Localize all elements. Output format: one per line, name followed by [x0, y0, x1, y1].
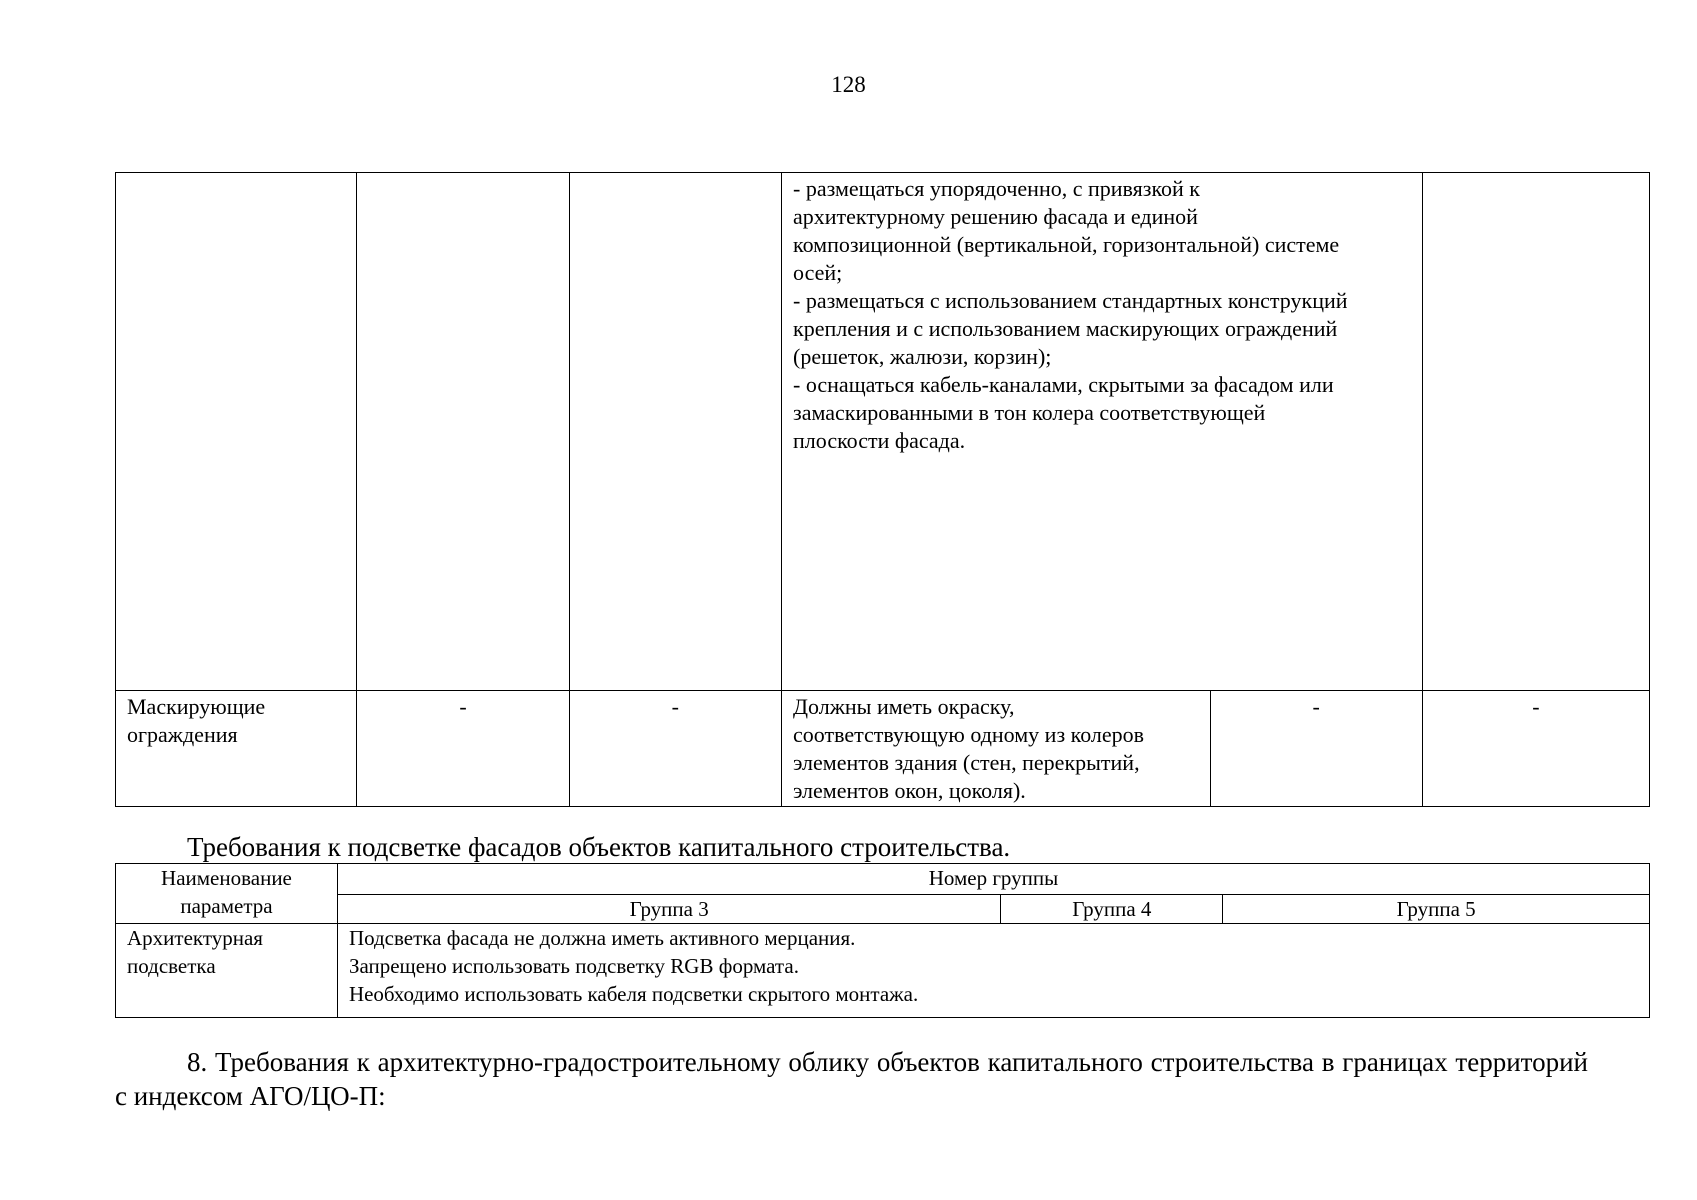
table-cell: -	[1210, 691, 1422, 807]
table-caption: Требования к подсветке фасадов объектов капитального строительства.	[187, 832, 1011, 862]
text-line: замаскированными в тон колера соответствующей	[793, 400, 1266, 425]
text-line: крепления и с использованием маскирующих ограждений	[793, 316, 1338, 341]
header-group-3: Группа 3	[337, 895, 1000, 924]
table-cell: -	[1422, 691, 1649, 807]
text-line: соответствующую одному из колеров	[793, 722, 1145, 747]
table-cell	[357, 173, 569, 691]
header-group-4: Группа 4	[1001, 895, 1223, 924]
table-row	[116, 924, 1650, 1018]
text-line: Наименование	[161, 866, 292, 890]
table-cell: -	[569, 691, 781, 807]
text-line: ограждения	[127, 722, 238, 747]
text-line: Подсветка фасада не должна иметь активного мерцания.	[348, 926, 856, 950]
text-line: подсветка	[127, 954, 216, 978]
table-cell	[569, 173, 781, 691]
page-number: 128	[831, 72, 866, 97]
table-header-row	[116, 864, 1650, 895]
text-line: композиционной (вертикальной, горизонтальной) системе	[793, 232, 1340, 257]
table-row	[116, 691, 1650, 807]
header-group-5: Группа 5	[1223, 895, 1650, 924]
text-line: элементов окон, цоколя).	[793, 778, 1026, 803]
text-line: Запрещено использовать подсветку RGB формата.	[348, 954, 799, 978]
text-line: элементов здания (стен, перекрытий,	[793, 750, 1140, 775]
lighting-requirements-table	[115, 863, 1650, 1018]
requirements-table-continued	[115, 172, 1650, 807]
text-line: Маскирующие	[127, 694, 266, 719]
text-line: параметра	[180, 894, 273, 918]
header-parameter	[116, 864, 338, 924]
table-row	[116, 173, 1650, 691]
table-cell-requirements	[782, 173, 1423, 691]
text-line: осей;	[793, 260, 843, 285]
text-line: - размещаться с использованием стандартных конструкций	[793, 288, 1348, 313]
table-cell	[116, 173, 357, 691]
table-header-row	[116, 895, 1650, 924]
text-line: (решеток, жалюзи, корзин);	[793, 344, 1052, 369]
header-group-number: Номер группы	[337, 864, 1649, 895]
section-paragraph: 8. Требования к архитектурно-градостроительному облику объектов капитального строительства в границах территорий с индексом АГО/ЦО-П:	[115, 1047, 1588, 1111]
text-line: Должны иметь окраску,	[793, 694, 1015, 719]
table-cell-requirements	[337, 924, 1649, 1018]
text-line: плоскости фасада.	[793, 428, 966, 453]
text-line: Необходимо использовать кабеля подсветки скрытого монтажа.	[348, 982, 919, 1006]
table-cell-requirements	[782, 691, 1211, 807]
table-cell: -	[357, 691, 569, 807]
text-line: - оснащаться кабель-каналами, скрытыми за фасадом или	[793, 372, 1334, 397]
parameter-name-cell	[116, 924, 338, 1018]
text-line: Архитектурная	[127, 926, 263, 950]
text-line: архитектурному решению фасада и единой	[793, 204, 1198, 229]
table-cell	[1422, 173, 1649, 691]
parameter-name-cell	[116, 691, 357, 807]
text-line: - размещаться упорядоченно, с привязкой к	[793, 176, 1200, 201]
